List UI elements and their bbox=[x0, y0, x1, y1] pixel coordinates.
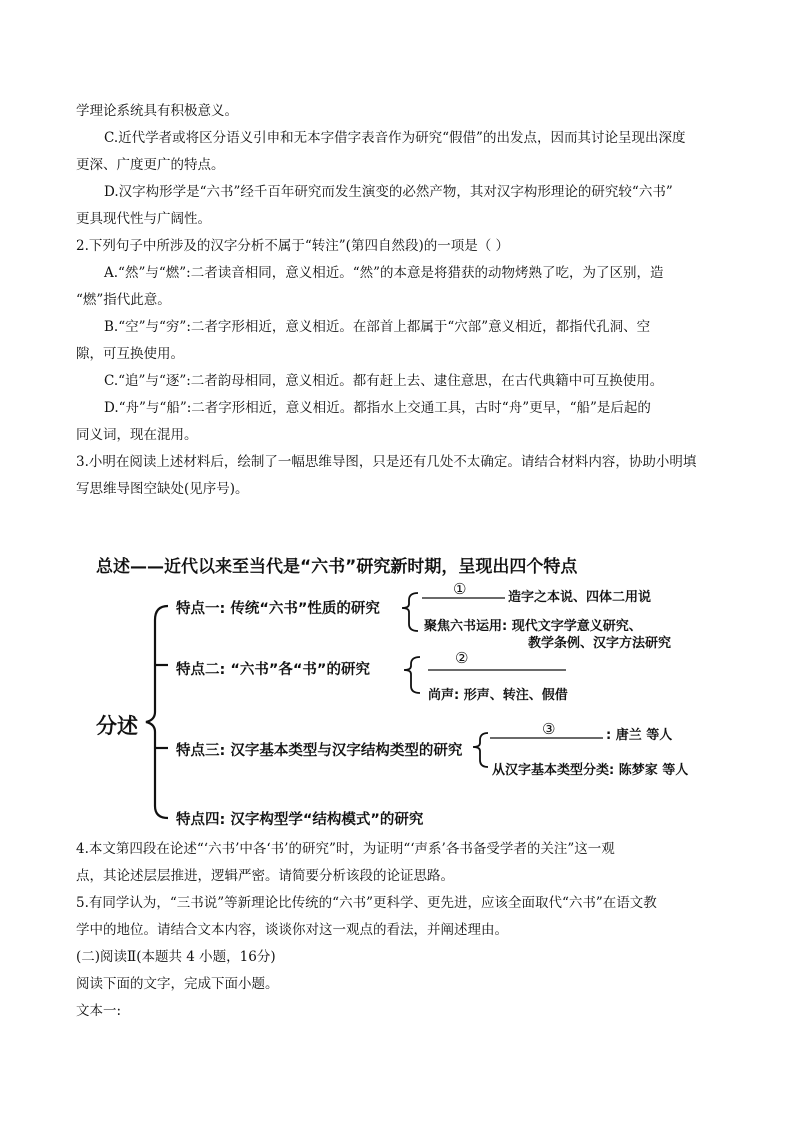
blank-3: ③ bbox=[542, 720, 556, 738]
section-heading: (二)阅读Ⅱ(本题共 4 小题，16分) bbox=[76, 949, 276, 965]
feature-1: 特点一: 传统“六书”性质的研究 bbox=[176, 601, 380, 617]
text-line: 同义词，现在混用。 bbox=[76, 427, 198, 443]
feature-4: 特点四: 汉字构型学“结构模式”的研究 bbox=[176, 812, 424, 828]
text-line: 更具现代性与广阔性。 bbox=[76, 211, 211, 227]
text-line: “燃”指代此意。 bbox=[76, 292, 171, 308]
text-line: 学理论系统具有积极意义。 bbox=[76, 103, 238, 119]
blank-2: ② bbox=[455, 649, 469, 667]
text-line: 学中的地位。请结合文本内容，谈谈你对这一观点的看法，并阐述理由。 bbox=[76, 922, 508, 938]
text-line: 点，其论述层层推进，逻辑严密。请简要分析该段的论证思路。 bbox=[76, 868, 454, 884]
feature-2: 特点二: “六书”各“书”的研究 bbox=[176, 662, 370, 678]
feature-1-item-b-cont: 教学条例、汉字方法研究 bbox=[528, 636, 672, 651]
feature-3: 特点三: 汉字基本类型与汉字结构类型的研究 bbox=[176, 743, 463, 759]
feature-3-item-a: : 唐兰 等人 bbox=[606, 728, 673, 743]
instruction: 阅读下面的文字，完成下面小题。 bbox=[76, 976, 279, 992]
mind-map-title: 总述——近代以来至当代是“六书”研究新时期，呈现出四个特点 bbox=[96, 557, 578, 577]
feature-3-item-b: 从汉字基本类型分类: 陈梦家 等人 bbox=[492, 763, 689, 778]
q2-option-d: D.“舟”与“船”:二者字形相近，意义相近。都指水上交通工具，古时“舟”更早，“船”是后起的 bbox=[104, 400, 651, 416]
feature-2-item-b: 尚声: 形声、转注、假借 bbox=[428, 688, 568, 703]
feature-1-item-a: 造字之本说、四体二用说 bbox=[508, 590, 652, 605]
text-one-label: 文本一: bbox=[76, 1003, 122, 1019]
q2-option-a: A.“然”与“燃”:二者读音相同，意义相近。“然”的本意是将猎获的动物烤熟了吃，为了区别，造 bbox=[104, 265, 664, 281]
text-line: 更深、广度更广的特点。 bbox=[76, 157, 225, 173]
option-c-line: C.近代学者或将区分语义引申和无本字借字表音作为研究“假借”的出发点，因而其讨论呈现出深度 bbox=[104, 130, 686, 146]
question-2: 2.下列句子中所涉及的汉字分析不属于“转注”(第四自然段)的一项是（ ） bbox=[76, 238, 510, 254]
blank-1: ① bbox=[453, 580, 467, 598]
option-d-line: D.汉字构形学是“六书”经千百年研究而发生演变的必然产物，其对汉字构形理论的研究较“六书” bbox=[104, 184, 673, 200]
question-4: 4.本文第四段在论述“‘六书’中各‘书’的研究”时，为证明“‘声系’各书备受学者的关注”这一观 bbox=[76, 841, 615, 857]
question-5: 5.有同学认为，“三书说”等新理论比传统的“六书”更科学、更先进，应该全面取代“六书”在语文教 bbox=[76, 895, 657, 911]
text-line: 隙，可互换使用。 bbox=[76, 346, 184, 362]
mind-map-root: 分述 bbox=[96, 714, 138, 738]
q2-option-b: B.“空”与“穷”:二者字形相近，意义相近。在部首上都属于“穴部”意义相近，都指代孔洞、空 bbox=[104, 319, 651, 335]
question-3: 3.小明在阅读上述材料后，绘制了一幅思维导图，只是还有几处不太确定。请结合材料内容，协助小明填 bbox=[76, 454, 697, 470]
text-line: 写思维导图空缺处(见序号)。 bbox=[76, 481, 249, 497]
q2-option-c: C.“追”与“逐”:二者韵母相同，意义相近。都有赶上去、逮住意思，在古代典籍中可互换使用。 bbox=[104, 373, 664, 389]
feature-1-item-b: 聚焦六书运用: 现代文字学意义研究、 bbox=[424, 619, 642, 634]
